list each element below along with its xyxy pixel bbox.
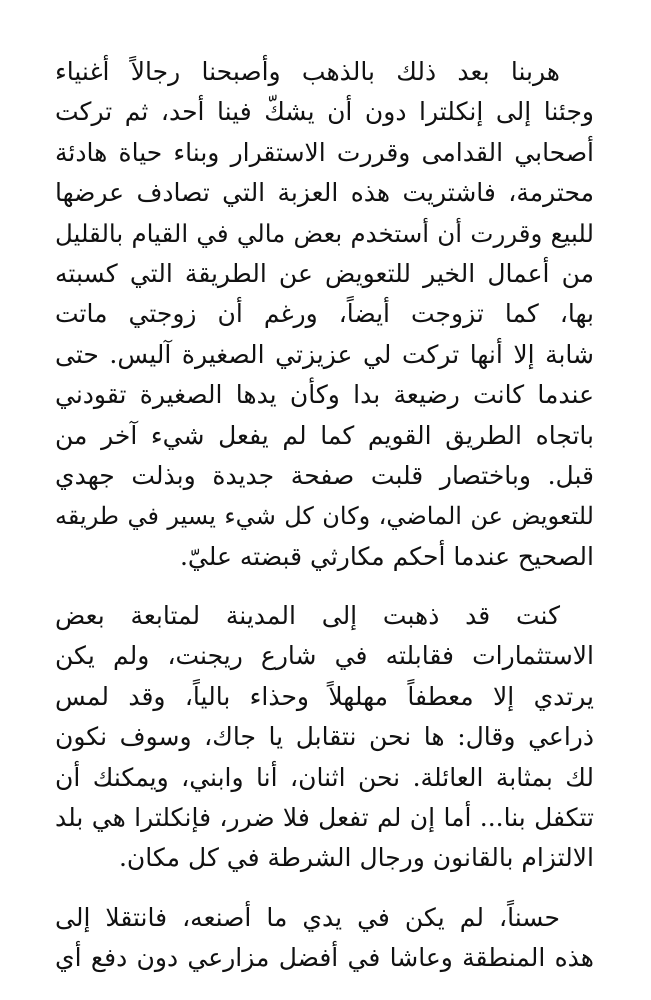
text-line: أصحابي القدامى وقررت الاستقرار وبناء حياة هادئة xyxy=(55,137,594,167)
text-line: تتكفل بنا... أما إن لم تفعل فلا ضرر، فإنكلترا هي بلد xyxy=(55,803,594,833)
text-line: هربنا بعد ذلك بالذهب وأصبحنا رجالاً أغنياء xyxy=(55,57,560,86)
text-line: يرتدي إلا معطفاً مهلهلاً وحذاء بالياً، وقد لمس xyxy=(55,681,594,711)
text-line: عندما كانت رضيعة بدا وكأن يدها الصغيرة تقودني xyxy=(55,380,594,410)
text-line: قبل. وباختصار قلبت صفحة جديدة وبذلت جهدي xyxy=(55,460,594,490)
text-line: محترمة، فاشتريت هذه العزبة التي تصادف عرضها xyxy=(55,178,594,208)
text-line: للتعويض عن الماضي، وكان كل شيء يسير في طريقه xyxy=(55,502,594,531)
text-line: حسناً، لم يكن في يدي ما أصنعه، فانتقلا إلى xyxy=(55,902,560,932)
text-line: للبيع وقررت أن أستخدم بعض مالي في القيام بالقليل xyxy=(55,218,594,248)
paragraph-3 xyxy=(55,898,594,979)
paragraph-1 xyxy=(55,52,594,577)
text-line: بها، كما تزوجت أيضاً، ورغم أن زوجتي ماتت xyxy=(55,299,594,329)
text-line: لك بمثابة العائلة. نحن اثنان، أنا وابني، ويمكنك أن xyxy=(55,762,594,792)
text-line: الالتزام بالقانون ورجال الشرطة في كل مكان. xyxy=(118,843,594,873)
text-line: هذه المنطقة وعاشا في أفضل مزارعي دون دفع أي xyxy=(55,943,594,973)
text-line: الصحيح عندما أحكم مكارثي قبضته عليّ. xyxy=(179,541,594,571)
text-line: شابة إلا أنها تركت لي عزيزتي الصغيرة آليس. حتى xyxy=(55,339,594,369)
text-line: ذراعي وقال: ها نحن نتقابل يا جاك، وسوف نكون xyxy=(55,722,594,752)
text-line: وجئنا إلى إنكلترا دون أن يشكّ فينا أحد، ثم تركت xyxy=(55,97,594,127)
text-line: كنت قد ذهبت إلى المدينة لمتابعة بعض xyxy=(55,601,560,631)
text-line: الاستثمارات فقابلته في شارع ريجنت، ولم يكن xyxy=(55,641,594,671)
text-line: من أعمال الخير للتعويض عن الطريقة التي كسبته xyxy=(55,258,594,288)
text-line: باتجاه الطريق القويم كما لم يفعل شيء آخر من xyxy=(55,420,594,450)
paragraph-2 xyxy=(55,596,594,879)
